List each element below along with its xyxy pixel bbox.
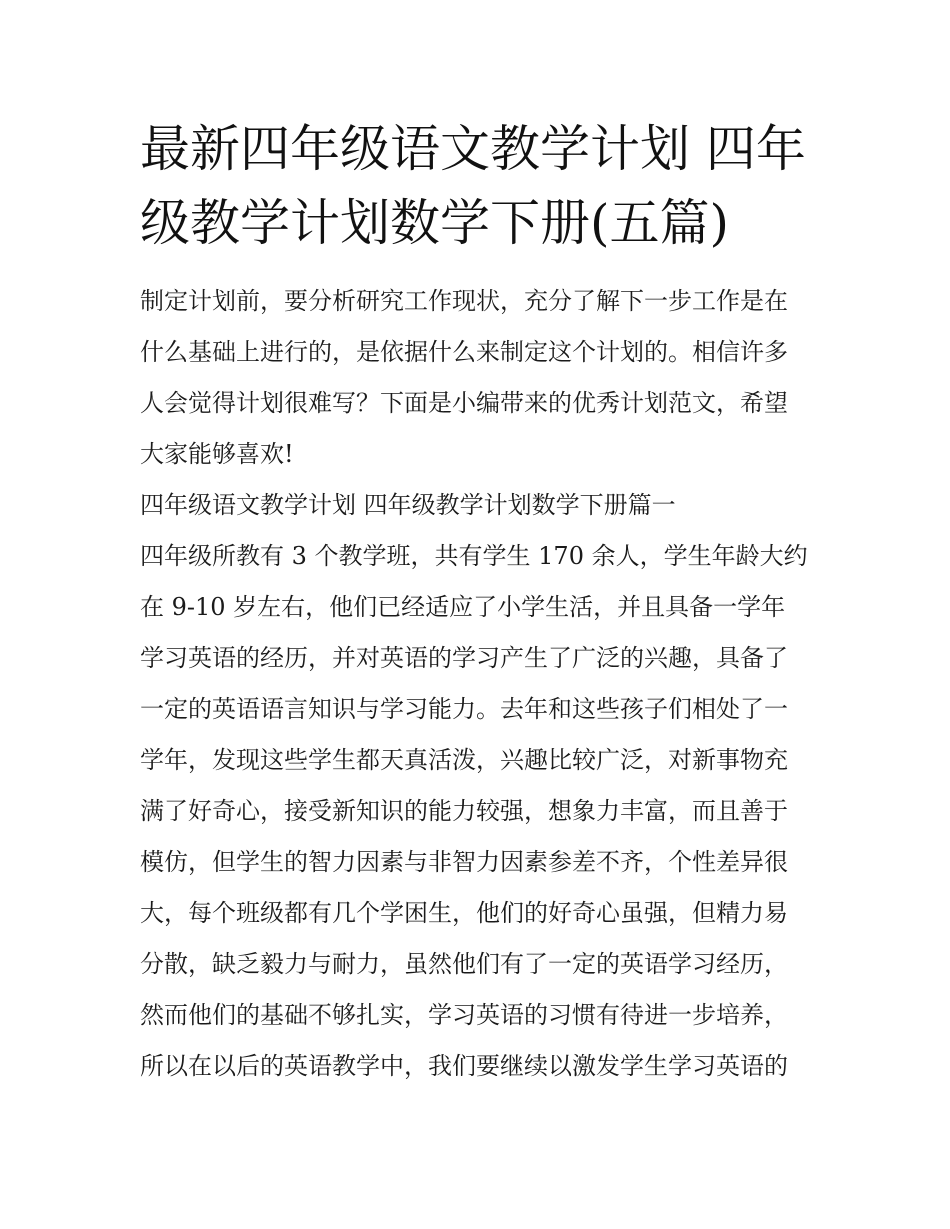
section-paragraph-line: 四年级所教有 3 个教学班，共有学生 170 余人，学生年龄大约	[140, 542, 808, 570]
section-paragraph-line: 分散，缺乏毅力与耐力，虽然他们有了一定的英语学习经历，	[140, 950, 788, 978]
section-paragraph-line: 一定的英语语言知识与学习能力。去年和这些孩子们相处了一	[140, 695, 788, 723]
section-paragraph-line: 模仿，但学生的智力因素与非智力因素参差不齐，个性差异很	[140, 848, 788, 876]
section-paragraph-line: 学习英语的经历，并对英语的学习产生了广泛的兴趣，具备了	[140, 644, 788, 672]
section-paragraph-line: 大，每个班级都有几个学困生，他们的好奇心虽强，但精力易	[140, 899, 788, 927]
section-paragraph-line: 满了好奇心，接受新知识的能力较强，想象力丰富，而且善于	[140, 797, 788, 825]
intro-paragraph-line: 人会觉得计划很难写？下面是小编带来的优秀计划范文，希望	[140, 389, 788, 417]
section-paragraph-line: 学年，发现这些学生都天真活泼，兴趣比较广泛，对新事物充	[140, 746, 788, 774]
title-line: 级教学计划数学下册(五篇)	[140, 194, 730, 252]
title-line: 最新四年级语文教学计划 四年	[140, 120, 806, 178]
intro-paragraph-line: 什么基础上进行的，是依据什么来制定这个计划的。相信许多	[140, 338, 788, 366]
intro-paragraph-line: 制定计划前，要分析研究工作现状，充分了解下一步工作是在	[140, 287, 788, 315]
document-body	[140, 276, 820, 1092]
section-paragraph-line: 然而他们的基础不够扎实，学习英语的习惯有待进一步培养，	[140, 1001, 788, 1029]
document-title	[140, 112, 820, 260]
section-heading: 四年级语文教学计划 四年级教学计划数学下册篇一	[140, 491, 676, 519]
intro-paragraph-line: 大家能够喜欢!	[140, 440, 294, 468]
section-paragraph-line: 在 9-10 岁左右，他们已经适应了小学生活，并且具备一学年	[140, 593, 786, 621]
section-paragraph-line: 所以在以后的英语教学中，我们要继续以激发学生学习英语的	[140, 1052, 788, 1080]
